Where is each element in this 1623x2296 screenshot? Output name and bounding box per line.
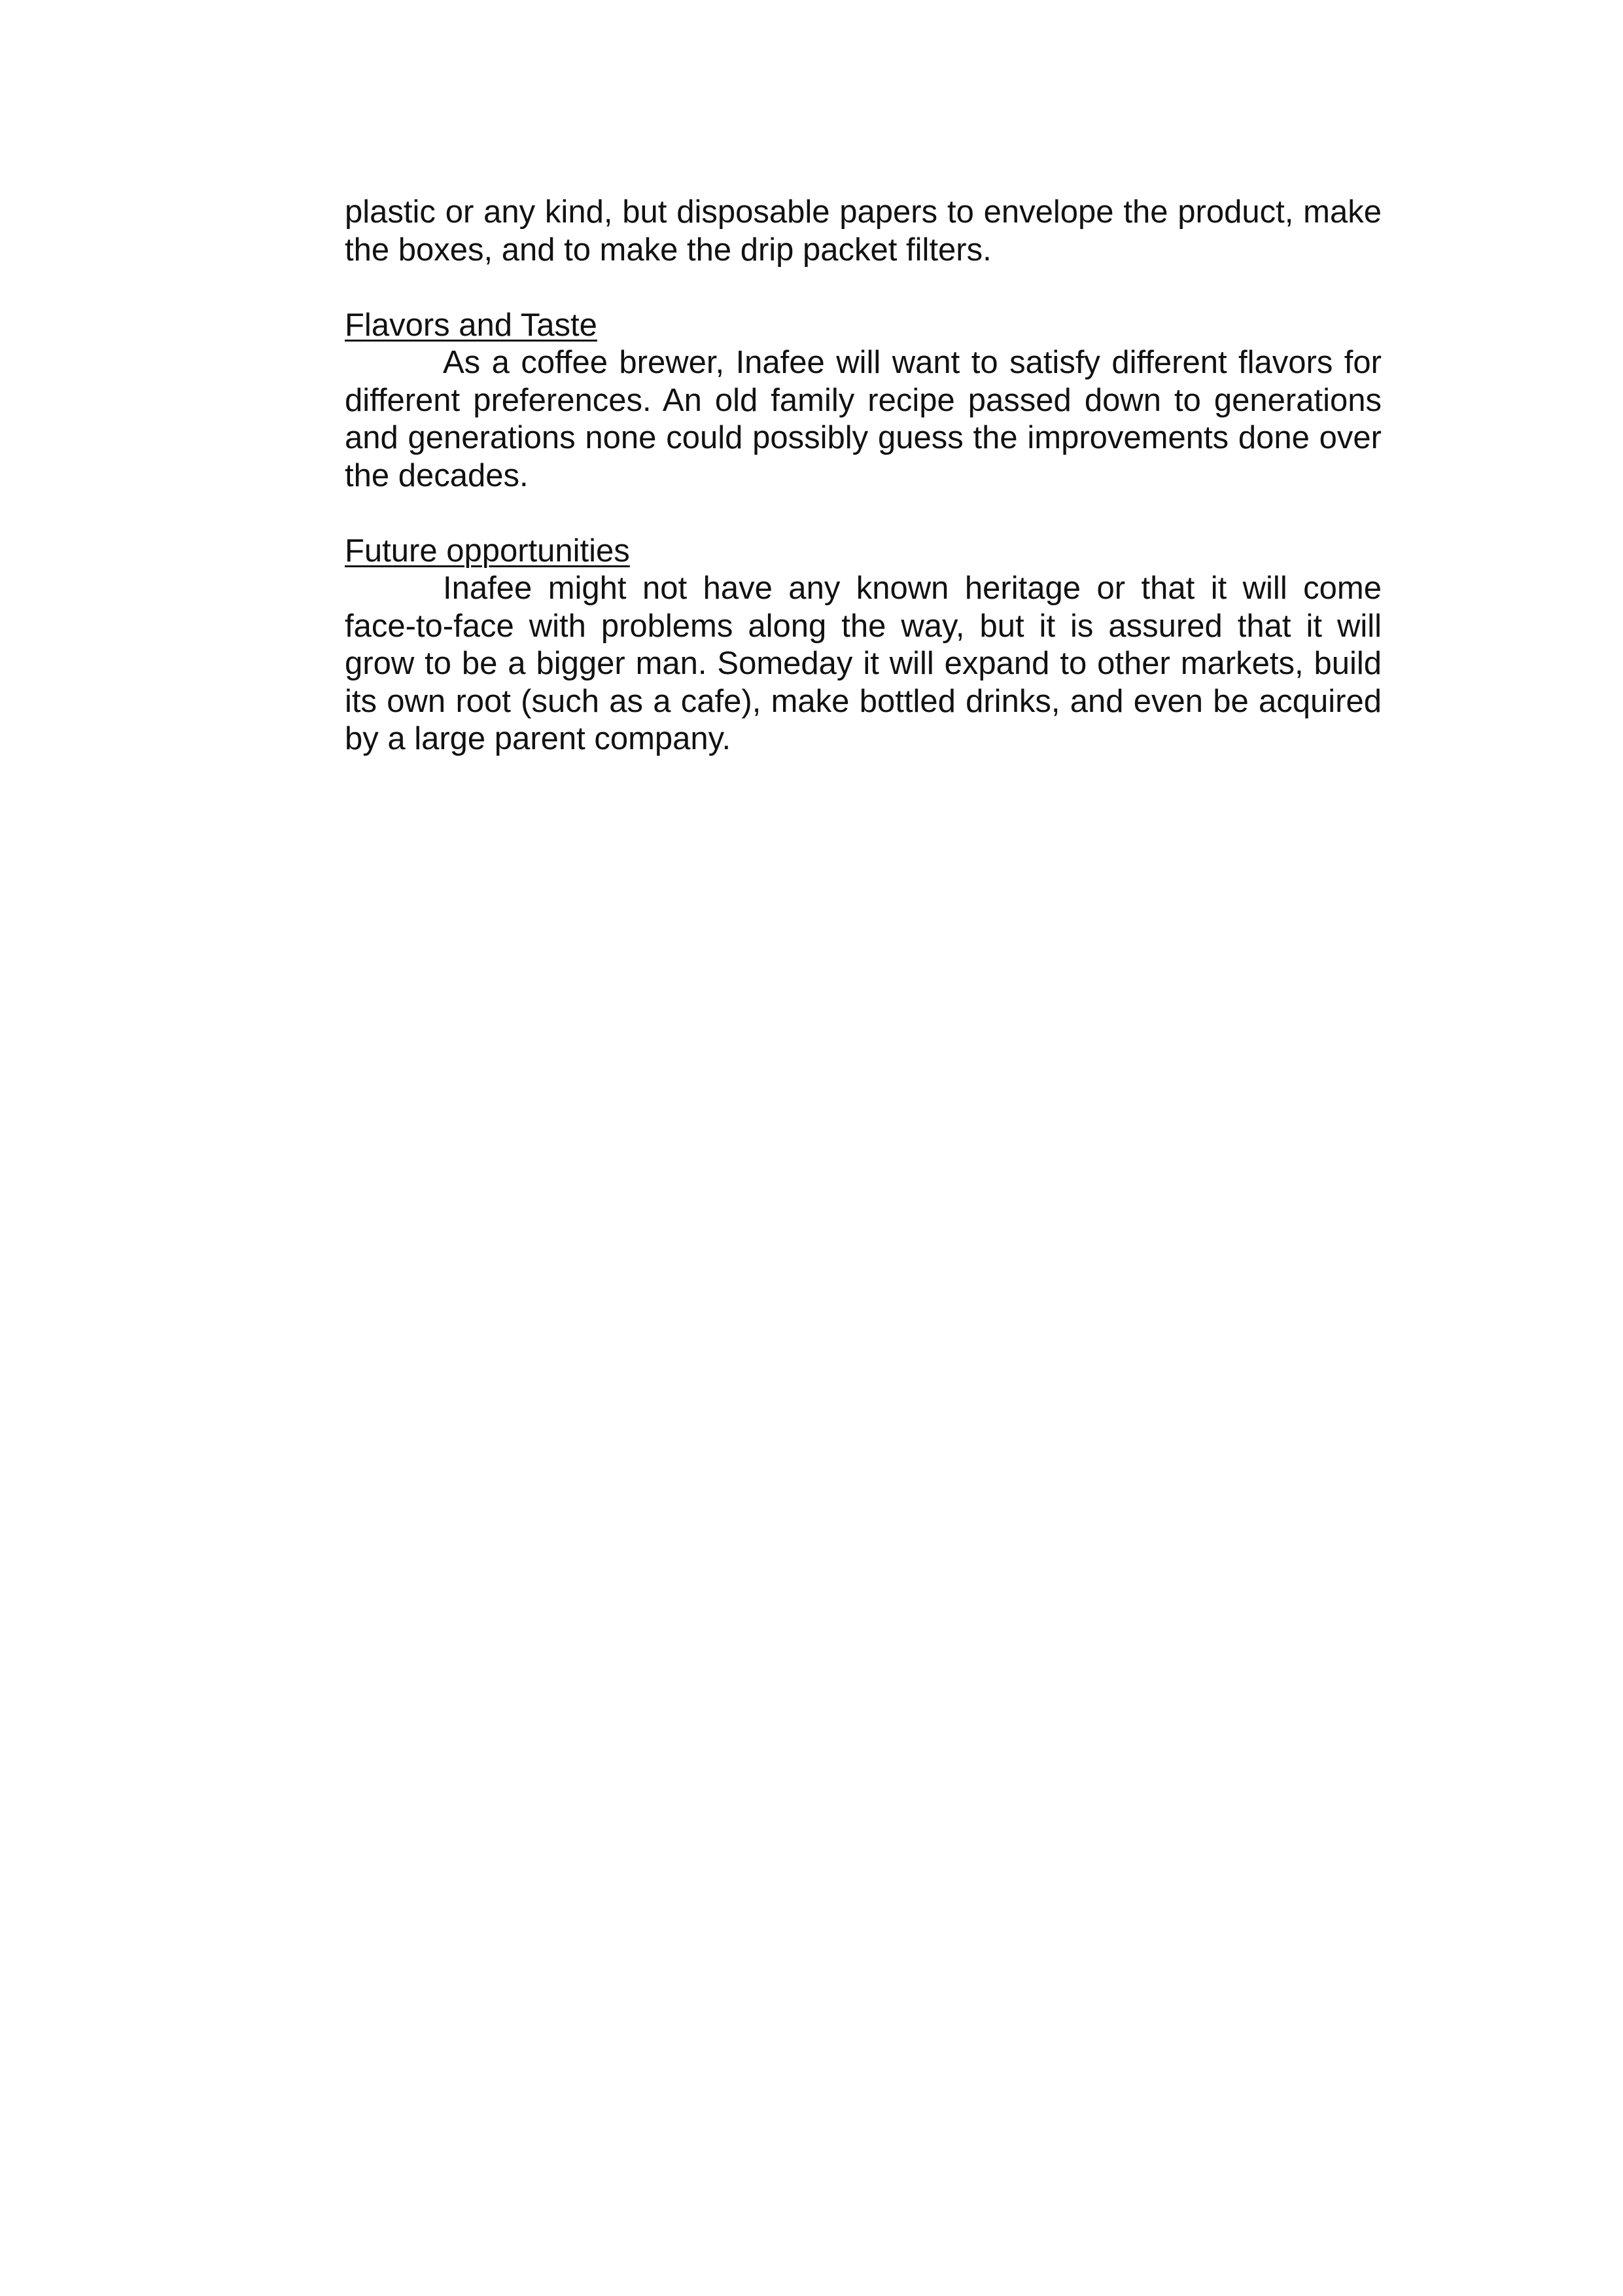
section-body: As a coffee brewer, Inafee will want to satisfy different flavors for different preferences. An old family recipe passed down to generations and generations none could possibly guess the improvements done over the decades. [345, 345, 1382, 493]
section-heading: Future opportunities [345, 533, 630, 569]
document-body [345, 194, 1382, 758]
intro-paragraph: plastic or any kind, but disposable papers to envelope the product, make the boxes, and to make the drip packet filters. [345, 194, 1382, 268]
section-heading: Flavors and Taste [345, 307, 597, 343]
section-flavors-and-taste [345, 307, 1382, 495]
section-future-opportunities [345, 533, 1382, 758]
section-body: Inafee might not have any known heritage or that it will come face-to-face with problems along the way, but it is assured that it will grow to be a bigger man. Someday it will expand to other markets, build its own root (such as a cafe), make bottled drinks, and even be acquired by a large parent company. [345, 571, 1382, 756]
